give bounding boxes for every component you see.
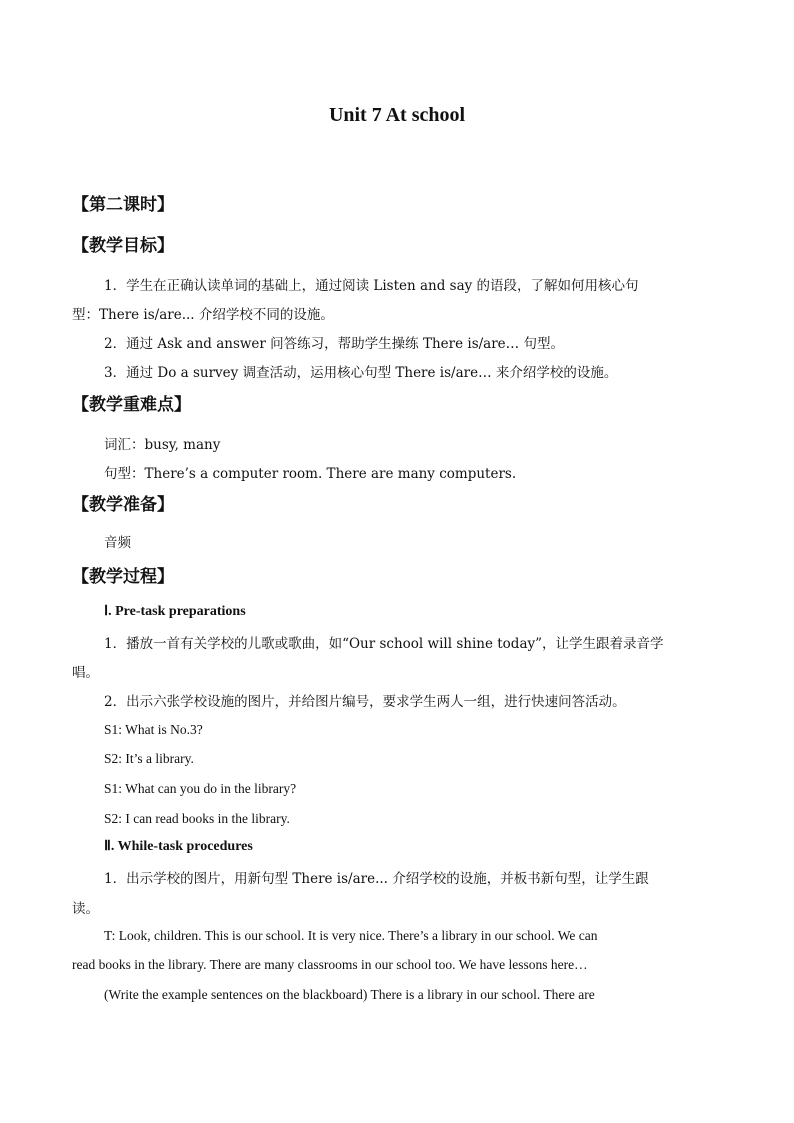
- goal-1-line-1: 1．学生在正确认读单词的基础上，通过阅读 Listen and say 的语段，了解如何用核心句: [104, 278, 639, 294]
- teacher-text-line-3: (Write the example sentences on the blackboard) There is a library in our school. There are: [104, 987, 595, 1002]
- dialogue-line-1: S1: What is No.3?: [104, 722, 203, 737]
- teacher-text-line-1: T: Look, children. This is our school. It is very nice. There’s a library in our school. We can: [104, 928, 598, 943]
- pre-task-title: Ⅰ. Pre-task preparations: [104, 604, 246, 619]
- while-task-step-1-line-1: 1．出示学校的图片，用新句型 There is/are... 介绍学校的设施，并板书新句型，让学生跟: [104, 871, 649, 887]
- key-vocab: 词汇：busy, many: [104, 437, 221, 453]
- pre-task-step-2: 2．出示六张学校设施的图片，并给图片编号，要求学生两人一组，进行快速问答活动。: [104, 694, 626, 710]
- dialogue-line-4: S2: I can read books in the library.: [104, 811, 290, 826]
- dialogue-line-2: S2: It’s a library.: [104, 751, 194, 766]
- pre-task-step-1-line-2: 唱。: [72, 665, 99, 681]
- pre-task-step-1-line-1: 1．播放一首有关学校的儿歌或歌曲，如“Our school will shine today”，让学生跟着录音学: [104, 636, 664, 652]
- preparation-item: 音频: [104, 535, 131, 551]
- goal-1-line-2: 型：There is/are... 介绍学校不同的设施。: [72, 307, 334, 323]
- key-points-heading: 【教学重难点】: [72, 395, 191, 415]
- process-heading: 【教学过程】: [72, 567, 174, 587]
- goal-3: 3．通过 Do a survey 调查活动，运用核心句型 There is/are… 来介绍学校的设施。: [104, 365, 618, 381]
- page-title: Unit 7 At school: [328, 104, 466, 126]
- while-task-title: Ⅱ. While-task procedures: [104, 839, 253, 854]
- key-sentence: 句型：There’s a computer room. There are many computers.: [104, 466, 517, 482]
- goal-2: 2．通过 Ask and answer 问答练习，帮助学生操练 There is/are… 句型。: [104, 336, 564, 352]
- dialogue-line-3: S1: What can you do in the library?: [104, 781, 297, 796]
- while-task-step-1-line-2: 读。: [72, 901, 99, 917]
- teacher-text-line-2: read books in the library. There are many classrooms in our school too. We have lessons here…: [72, 957, 588, 972]
- preparation-heading: 【教学准备】: [72, 495, 174, 515]
- goals-heading: 【教学目标】: [72, 236, 174, 256]
- lesson-heading: 【第二课时】: [72, 195, 174, 215]
